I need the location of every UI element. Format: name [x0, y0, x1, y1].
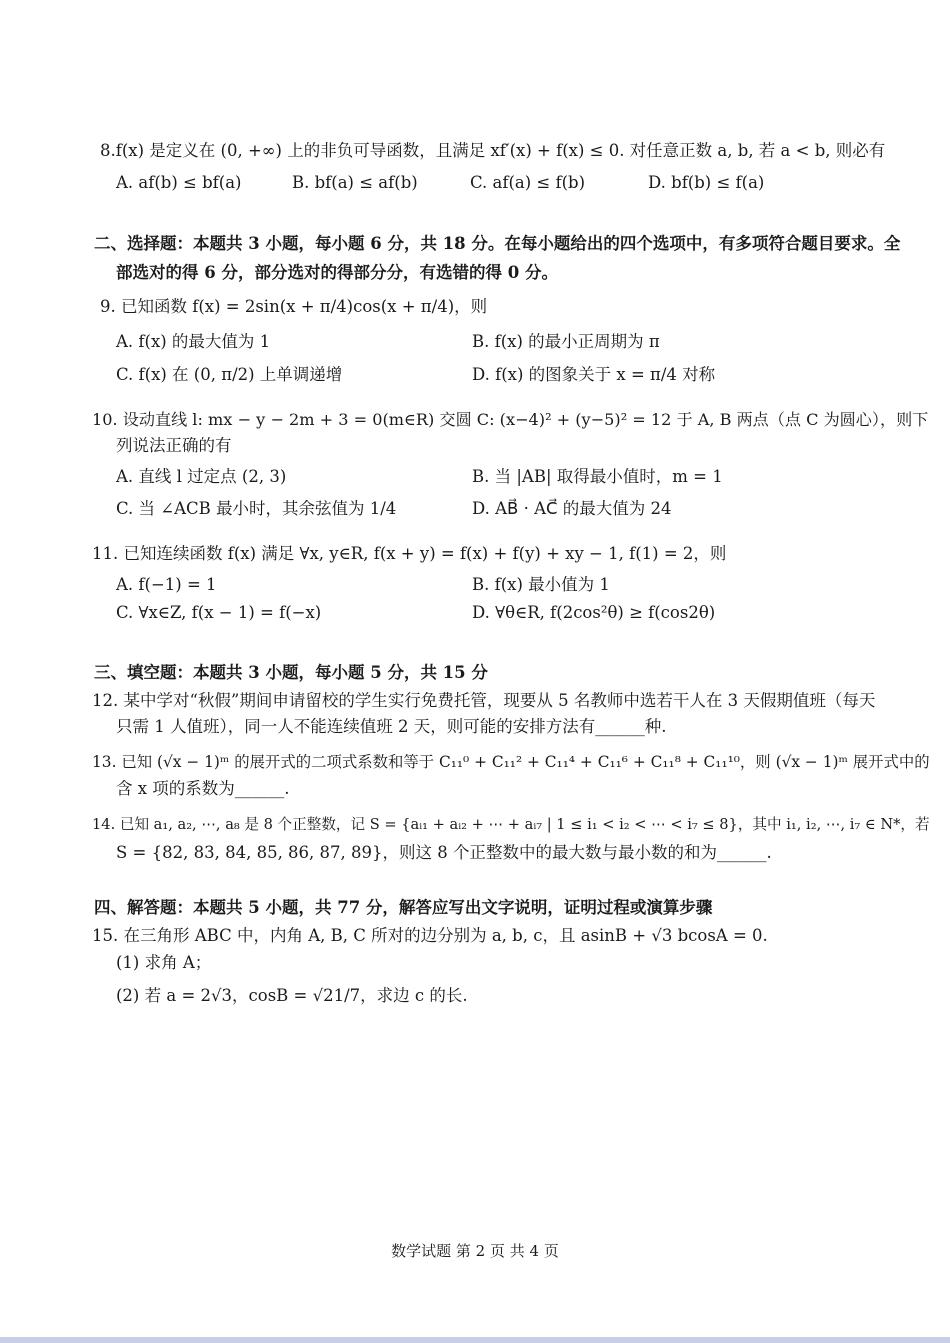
question-13-text: 13. 已知 (√x − 1)ᵐ 的展开式的二项式系数和等于 C₁₁⁰ + C₁₁² + C₁₁⁴ + C₁₁⁶ + C₁₁⁸ + C₁₁¹⁰，则 (√x − 1)ᵐ 展开式中的 — [92, 753, 930, 771]
question-13-text-continued: 含 x 项的系数为______. — [116, 779, 290, 798]
question-10-option-d: D. AB⃗ · AC⃗ 的最大值为 24 — [472, 499, 672, 518]
question-9-option-b: B. f(x) 的最小正周期为 π — [472, 332, 660, 351]
question-9-option-c: C. f(x) 在 (0, π/2) 上单调递增 — [116, 365, 343, 384]
question-8-option-c: C. af(a) ≤ f(b) — [470, 173, 586, 192]
section-3-heading: 三、填空题：本题共 3 小题，每小题 5 分，共 15 分 — [94, 663, 488, 682]
question-10-stem: 10. 设动直线 l: mx − y − 2m + 3 = 0(m∈R) 交圆 C: (x−4)² + (y−5)² = 12 于 A, B 两点（点 C 为圆心），则下 — [92, 410, 929, 429]
question-11-option-c: C. ∀x∈Z, f(x − 1) = f(−x) — [116, 603, 322, 622]
question-12-text: 12. 某中学对“秋假”期间申请留校的学生实行免费托管，现要从 5 名教师中选若干人在 3 天假期值班（每天 — [92, 691, 876, 710]
section-4-heading: 四、解答题：本题共 5 小题，共 77 分，解答应写出文字说明，证明过程或演算步骤 — [94, 898, 713, 917]
question-15-part-2: (2) 若 a = 2√3，cosB = √21/7，求边 c 的长. — [116, 986, 468, 1005]
question-8-option-a: A. af(b) ≤ bf(a) — [116, 173, 242, 192]
question-15-stem: 15. 在三角形 ABC 中，内角 A, B, C 所对的边分别为 a, b, c，且 asinB + √3 bcosA = 0. — [92, 926, 768, 945]
question-9-stem: 9. 已知函数 f(x) = 2sin(x + π/4)cos(x + π/4)，则 — [100, 297, 488, 316]
question-12-text-continued: 只需 1 人值班），同一人不能连续值班 2 天，则可能的安排方法有______种. — [116, 717, 667, 736]
question-9-option-a: A. f(x) 的最大值为 1 — [116, 332, 271, 351]
question-8-stem: 8.f(x) 是定义在 (0, +∞) 上的非负可导函数，且满足 xf′(x) + f(x) ≤ 0. 对任意正数 a, b, 若 a < b, 则必有 — [100, 141, 886, 160]
section-2-heading: 二、选择题：本题共 3 小题，每小题 6 分，共 18 分。在每小题给出的四个选项中，有多项符合题目要求。全 — [94, 234, 901, 253]
question-10-option-a: A. 直线 l 过定点 (2, 3) — [116, 467, 287, 486]
question-10-stem-continued: 列说法正确的有 — [116, 436, 232, 455]
question-14-text: 14. 已知 a₁, a₂, ⋯, a₈ 是 8 个正整数，记 S = {aᵢ₁ + aᵢ₂ + ⋯ + aᵢ₇ | 1 ≤ i₁ < i₂ < ⋯ < i₇ ≤ 8}，其中 i₁, i₂, ⋯, i₇ ∈ N*，若 — [92, 816, 930, 833]
question-11-option-d: D. ∀θ∈R, f(2cos²θ) ≥ f(cos2θ) — [472, 603, 716, 622]
question-9-option-d: D. f(x) 的图象关于 x = π/4 对称 — [472, 365, 716, 384]
question-10-option-b: B. 当 |AB| 取得最小值时，m = 1 — [472, 467, 723, 486]
page-footer: 数学试题 第 2 页 共 4 页 — [391, 1242, 559, 1260]
question-8-option-b: B. bf(a) ≤ af(b) — [292, 173, 418, 192]
question-10-option-c: C. 当 ∠ACB 最小时，其余弦值为 1/4 — [116, 499, 397, 518]
scan-edge-strip — [0, 1337, 950, 1343]
question-14-text-continued: S = {82, 83, 84, 85, 86, 87, 89}，则这 8 个正整数中的最大数与最小数的和为______. — [116, 843, 772, 862]
question-11-stem: 11. 已知连续函数 f(x) 满足 ∀x, y∈R, f(x + y) = f(x) + f(y) + xy − 1, f(1) = 2，则 — [92, 544, 727, 563]
question-8-option-d: D. bf(b) ≤ f(a) — [648, 173, 765, 192]
question-11-option-b: B. f(x) 最小值为 1 — [472, 575, 610, 594]
question-15-part-1: (1) 求角 A； — [116, 953, 212, 972]
question-11-option-a: A. f(−1) = 1 — [116, 575, 217, 594]
section-2-heading-continued: 部选对的得 6 分，部分选对的得部分分，有选错的得 0 分。 — [116, 263, 558, 282]
